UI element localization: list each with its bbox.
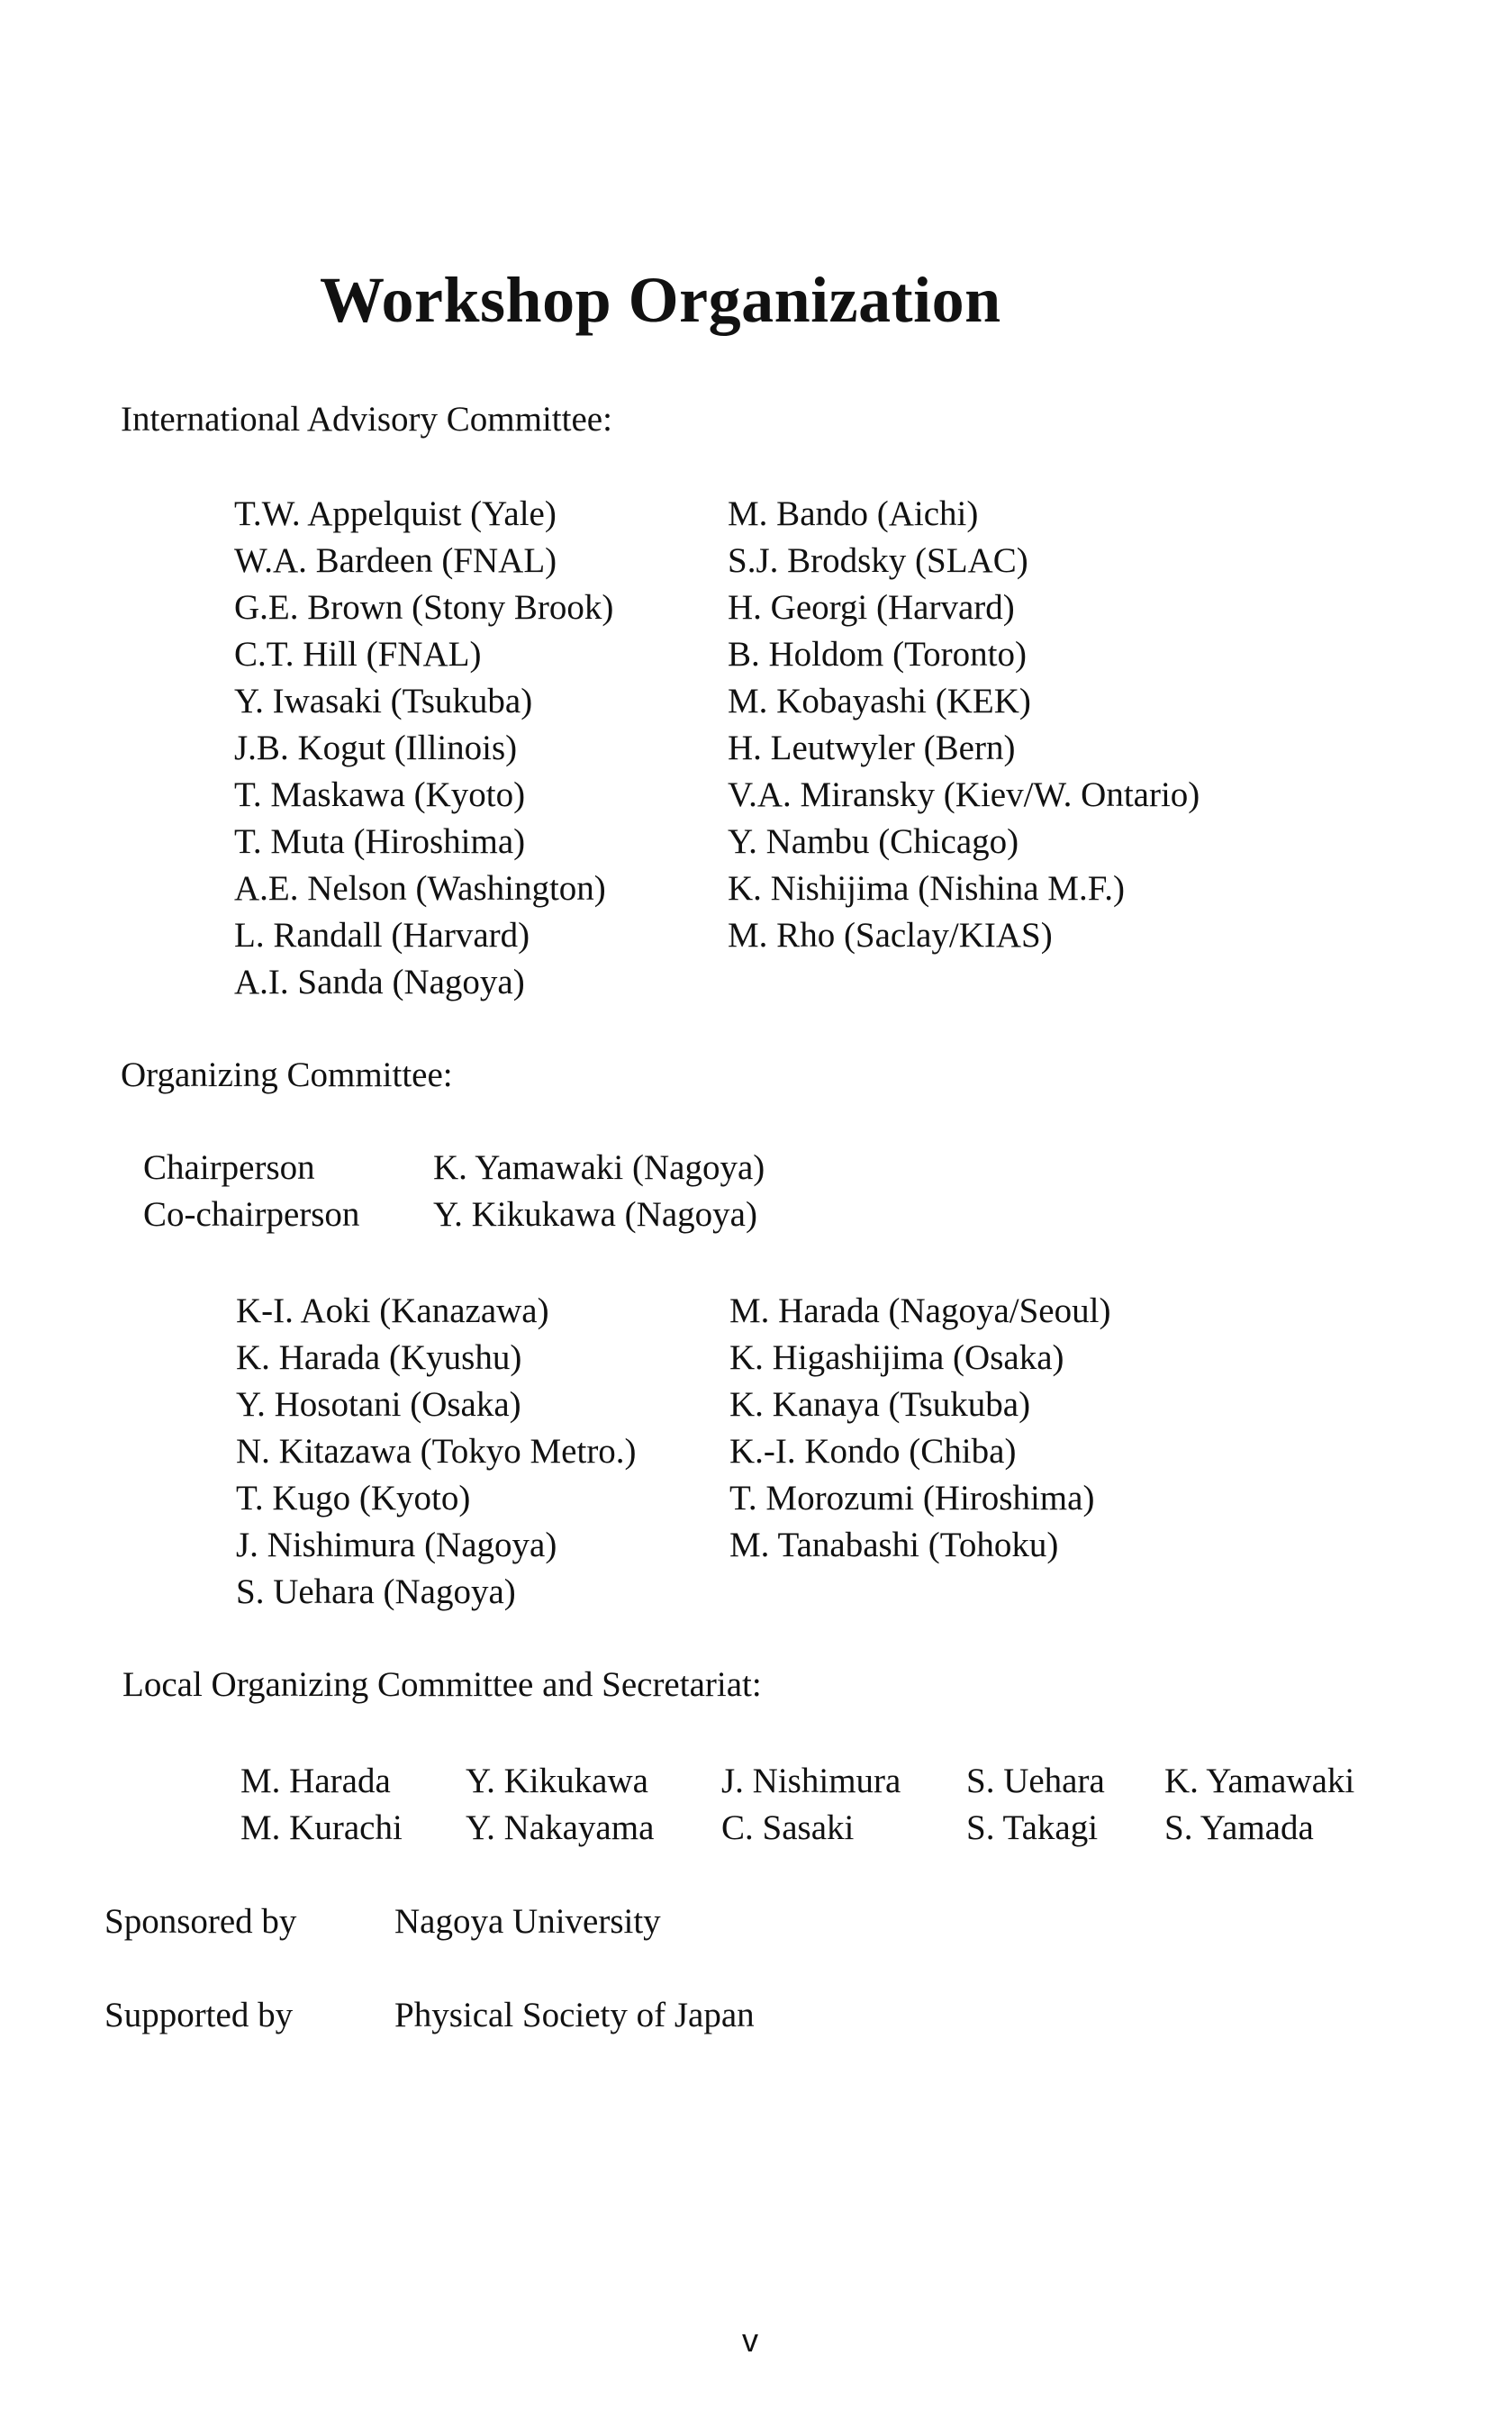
list-item: M. Tanabashi (Tohoku) (729, 1526, 1059, 1564)
list-item: G.E. Brown (Stony Brook) (234, 588, 614, 627)
list-item: Y. Nakayama (466, 1808, 655, 1847)
local-heading: Local Organizing Committee and Secretariat: (122, 1665, 762, 1704)
advisory-left-column (234, 491, 613, 1006)
list-item: T.W. Appelquist (Yale) (234, 494, 557, 533)
list-item: A.E. Nelson (Washington) (234, 869, 606, 908)
list-item: H. Georgi (Harvard) (728, 588, 1015, 627)
list-item: T. Muta (Hiroshima) (234, 822, 526, 861)
list-item: A.I. Sanda (Nagoya) (234, 963, 525, 1001)
list-item: C. Sasaki (721, 1808, 855, 1847)
page-title: Workshop Organization (320, 264, 1001, 336)
list-item: K. Nishijima (Nishina M.F.) (728, 869, 1126, 908)
list-item: S. Uehara (966, 1762, 1105, 1800)
sponsored-value: Nagoya University (394, 1902, 661, 1941)
list-item: T. Morozumi (Hiroshima) (729, 1479, 1095, 1518)
list-item: T. Maskawa (Kyoto) (234, 775, 526, 814)
list-item: M. Harada (240, 1762, 391, 1800)
sponsored-label: Sponsored by (104, 1902, 297, 1941)
advisory-heading: International Advisory Committee: (121, 400, 612, 439)
list-item: Y. Nambu (Chicago) (728, 822, 1019, 861)
list-item: S.J. Brodsky (SLAC) (728, 541, 1028, 580)
list-item: H. Leutwyler (Bern) (728, 729, 1016, 767)
cochair-label: Co-chairperson (143, 1195, 360, 1234)
list-item: V.A. Miransky (Kiev/W. Ontario) (728, 775, 1200, 814)
supported-label: Supported by (104, 1996, 294, 2034)
list-item: K. Higashijima (Osaka) (729, 1338, 1064, 1377)
list-item: M. Bando (Aichi) (728, 494, 979, 533)
list-item: W.A. Bardeen (FNAL) (234, 541, 557, 580)
list-item: S. Yamada (1164, 1808, 1314, 1847)
list-item: Y. Hosotani (Osaka) (236, 1385, 521, 1424)
chair-name: K. Yamawaki (Nagoya) (433, 1148, 765, 1187)
list-item: J. Nishimura (721, 1762, 901, 1800)
list-item: M. Kobayashi (KEK) (728, 682, 1031, 720)
list-item: Y. Iwasaki (Tsukuba) (234, 682, 533, 720)
list-item: B. Holdom (Toronto) (728, 635, 1027, 674)
list-item: M. Kurachi (240, 1808, 403, 1847)
list-item: S. Takagi (966, 1808, 1099, 1847)
organizing-left-column (236, 1288, 637, 1616)
list-item: K. Yamawaki (1164, 1762, 1355, 1800)
supported-value: Physical Society of Japan (394, 1996, 755, 2034)
list-item: N. Kitazawa (Tokyo Metro.) (236, 1432, 637, 1471)
list-item: J. Nishimura (Nagoya) (236, 1526, 557, 1564)
list-item: K.-I. Kondo (Chiba) (729, 1432, 1017, 1471)
cochair-name: Y. Kikukawa (Nagoya) (433, 1195, 757, 1234)
organizing-heading: Organizing Committee: (121, 1055, 453, 1094)
page-number: v (742, 2322, 758, 2359)
list-item: K. Harada (Kyushu) (236, 1338, 522, 1377)
organizing-right-column (729, 1288, 1110, 1569)
list-item: S. Uehara (Nagoya) (236, 1572, 516, 1611)
list-item: J.B. Kogut (Illinois) (234, 729, 518, 767)
list-item: M. Rho (Saclay/KIAS) (728, 916, 1053, 955)
list-item: T. Kugo (Kyoto) (236, 1479, 471, 1518)
list-item: M. Harada (Nagoya/Seoul) (729, 1291, 1111, 1330)
list-item: L. Randall (Harvard) (234, 916, 530, 955)
list-item: K. Kanaya (Tsukuba) (729, 1385, 1031, 1424)
list-item: Y. Kikukawa (466, 1762, 648, 1800)
list-item: K-I. Aoki (Kanazawa) (236, 1291, 549, 1330)
list-item: C.T. Hill (FNAL) (234, 635, 482, 674)
advisory-right-column (728, 491, 1200, 959)
chair-label: Chairperson (143, 1148, 315, 1187)
